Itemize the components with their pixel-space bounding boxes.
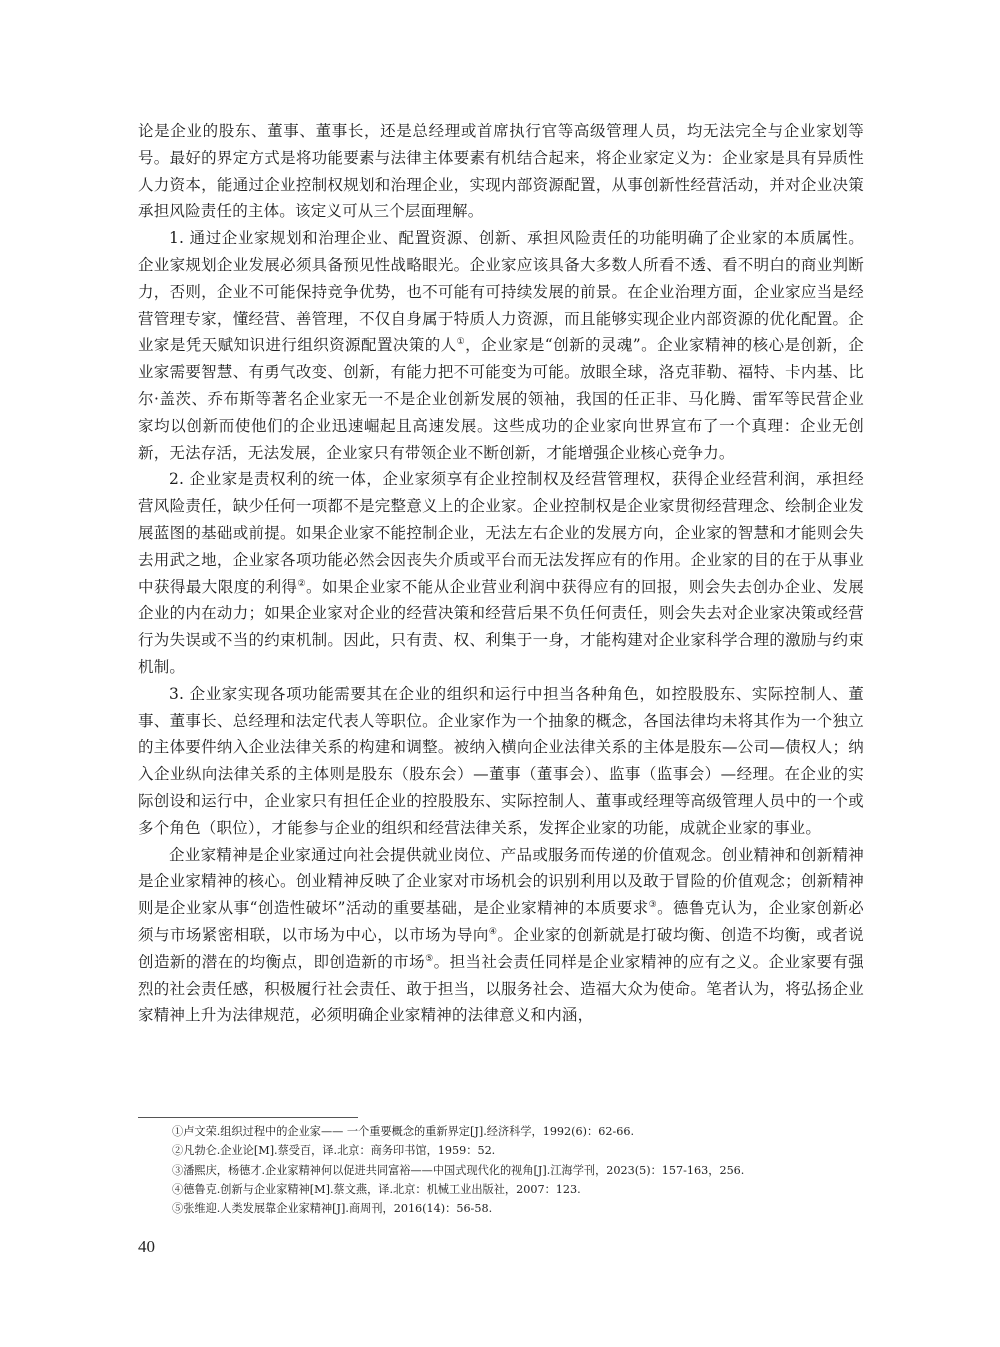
footnote-4: ④德鲁克.创新与企业家精神[M].蔡文燕，译.北京：机械工业出版社，2007：123. bbox=[172, 1182, 581, 1196]
footnote-marker: ② bbox=[297, 578, 307, 589]
page-number: 40 bbox=[138, 1237, 155, 1256]
paragraph-text: ，企业家是“创新的灵魂”。企业家精神的核心是创新，企业家需要智慧、有勇气改变、创新，有能力把不可能变为可能。放眼全球，洛克菲勒、福特、卡内基、比尔·盖茨、乔布斯等著名企业家无一不是企业创新发展的领袖，我国的任正非、马化腾、雷军等民营企业家均以创新而使他们的企业迅速崛起且高速发展。这些成功的企业家向世界宣布了一个真理：企业无创新，无法存活，无法发展，企业家只有带领企业不断创新，才能增强企业核心竞争力。 bbox=[138, 336, 864, 462]
body-text bbox=[138, 118, 864, 1029]
footnote-1: ①卢文荣.组织过程中的企业家—— 一个重要概念的重新界定[J].经济科学，1992(6)：62-66. bbox=[172, 1125, 635, 1138]
footnote-5: ⑤张维迎.人类发展靠企业家精神[J].商周刊，2016(14)：56-58. bbox=[172, 1202, 493, 1216]
paragraph-text: 论是企业的股东、董事、董事长，还是总经理或首席执行官等高级管理人员，均无法完全与企业家划等号。最好的界定方式是将功能要素与法律主体要素有机结合起来，将企业家定义为：企业家是具有异质性人力资本，能通过企业控制权规划和治理企业，实现内部资源配置，从事创新性经营活动，并对企业决策承担风险责任的主体。该定义可从三个层面理解。 bbox=[138, 122, 864, 221]
paragraph-text: 。德鲁克认为，企业家创新必须与市场紧密相联，以市场为中心，以市场为导向 bbox=[138, 899, 864, 944]
paragraph bbox=[138, 842, 864, 1030]
footnote-separator bbox=[138, 1117, 358, 1118]
footnote-marker: ⑤ bbox=[425, 953, 434, 964]
footnote-marker: ③ bbox=[648, 899, 658, 910]
footnote-marker: ④ bbox=[488, 926, 498, 937]
footnotes bbox=[172, 1122, 872, 1218]
footnote-3: ③潘熙庆，杨德才.企业家精神何以促进共同富裕——中国式现代化的视角[J].江海学刊，2023(5)：157-163，256. bbox=[172, 1163, 745, 1177]
paragraph bbox=[138, 466, 864, 680]
paragraph bbox=[138, 225, 864, 466]
footnote-marker: ① bbox=[456, 337, 466, 348]
paragraph-text: 。如果企业家不能从企业营业利润中获得应有的回报，则会失去创办企业、发展企业的内在动力；如果企业家对企业的经营决策和经营后果不负任何责任，则会失去对企业家决策或经营行为失误或不当的约束机制。因此，只有责、权、利集于一身，才能构建对企业家科学合理的激励与约束机制。 bbox=[138, 577, 864, 676]
paragraph-text: 2. 企业家是责权利的统一体，企业家须享有企业控制权及经营管理权，获得企业经营利润，承担经营风险责任，缺少任何一项都不是完整意义上的企业家。企业控制权是企业家贯彻经营理念、绘制企业发展蓝图的基础或前提。如果企业家不能控制企业，无法左右企业的发展方向，企业家的智慧和才能则会失去用武之地，企业家各项功能必然会因丧失介质或平台而无法发挥应有的作用。企业家的目的在于从事业中获得最大限度的利得 bbox=[138, 470, 864, 596]
paragraph-text: 。企业家的创新就是打破均衡、创造不均衡，或者说创造新的潜在的均衡点，即创造新的市场 bbox=[138, 925, 865, 971]
footnote-2: ②凡勃仑.企业论[M].蔡受百，译.北京：商务印书馆，1959：52. bbox=[172, 1144, 496, 1158]
paragraph bbox=[138, 681, 864, 842]
paragraph bbox=[138, 118, 864, 225]
paragraph-text: 。担当社会责任同样是企业家精神的应有之义。企业家要有强烈的社会责任感，积极履行社会责任、敢于担当，以服务社会、造福大众为使命。笔者认为，将弘扬企业家精神上升为法律规范，必须明确企业家精神的法律意义和内涵， bbox=[138, 952, 865, 1025]
paragraph-text: 3. 企业家实现各项功能需要其在企业的组织和运行中担当各种角色，如控股股东、实际控制人、董事、董事长、总经理和法定代表人等职位。企业家作为一个抽象的概念，各国法律均未将其作为一个独立的主体要件纳入企业法律关系的构建和调整。被纳入横向企业法律关系的主体是股东—公司—债权人；纳入企业纵向法律关系的主体则是股东（股东会）—董事（董事会）、监事（监事会）—经理。在企业的实际创设和运行中，企业家只有担任企业的控股股东、实际控制人、董事或经理等高级管理人员中的一个或多个角色（职位），才能参与企业的组织和经营法律关系，发挥企业家的功能，成就企业家的事业。 bbox=[138, 684, 864, 837]
paragraph-text: 企业家精神是企业家通过向社会提供就业岗位、产品或服务而传递的价值观念。创业精神和创新精神是企业家精神的核心。创业精神反映了企业家对市场机会的识别利用以及敢于冒险的价值观念；创新精神则是企业家从事“创造性破坏”活动的重要基础，是企业家精神的本质要求 bbox=[138, 845, 864, 918]
paragraph-text: 1. 通过企业家规划和治理企业、配置资源、创新、承担风险责任的功能明确了企业家的本质属性。企业家规划企业发展必须具备预见性战略眼光。企业家应该具备大多数人所看不透、看不明白的商业判断力，否则，企业不可能保持竞争优势，也不可能有可持续发展的前景。在企业治理方面，企业家应当是经营管理专家，懂经营、善管理，不仅自身属于特质人力资源，而且能够实现企业内部资源的优化配置。企业家是凭天赋知识进行组织资源配置决策的人 bbox=[138, 229, 864, 355]
